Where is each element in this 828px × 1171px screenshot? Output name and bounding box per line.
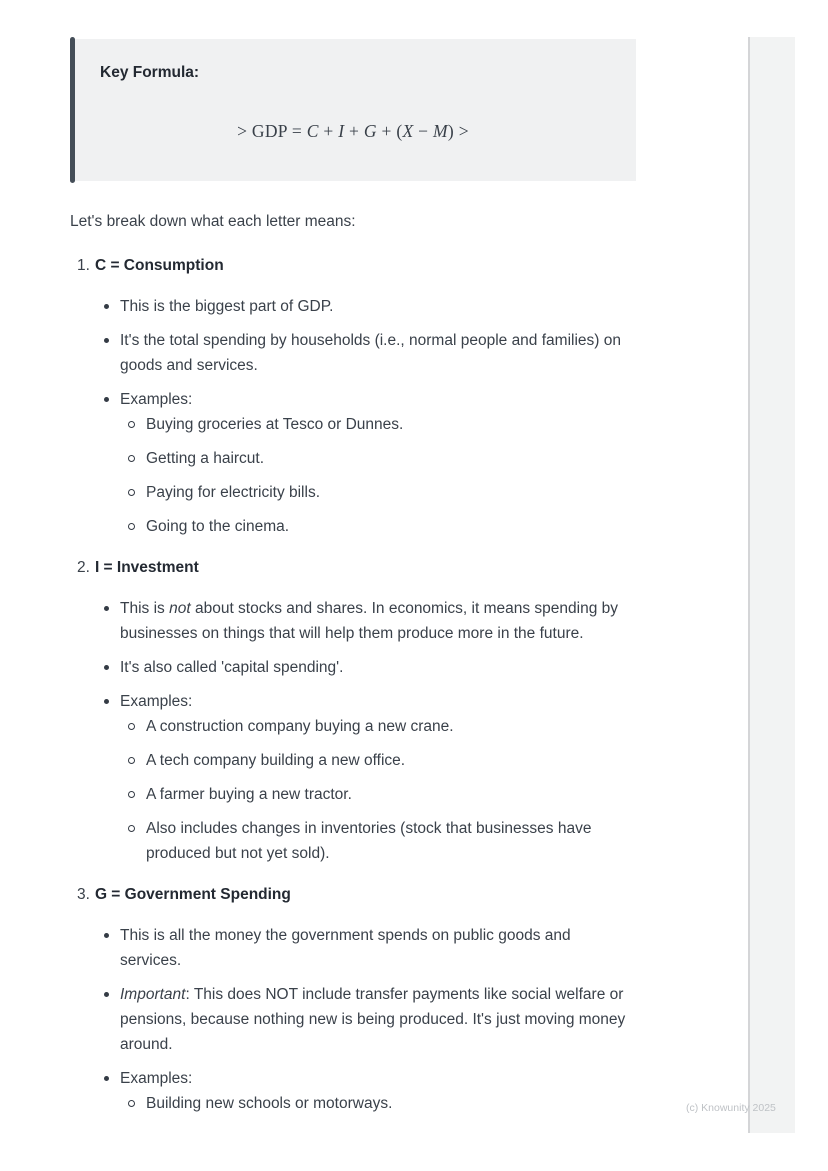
sub-bullet-item [146,412,636,437]
numbered-section [77,253,636,539]
bullet-text-segment: about stocks and shares. In economics, it means spending by businesses on things that will help them produce more in the future. [120,600,619,642]
bullet-text [120,387,628,412]
formula-segment: M [433,121,448,141]
bullet-text-segment: This is the biggest part of GDP. [120,298,334,315]
callout-title: Key Formula: [100,64,200,81]
bullet-text-segment: This is [120,600,170,617]
sub-bullet-text: A tech company building a new office. [146,752,406,769]
bullet-text [120,294,628,319]
bullet-item [120,689,636,866]
bullet-item [120,655,636,680]
bullet-item [120,923,636,973]
sub-bullet-item [146,782,636,807]
bullet-item [120,387,636,539]
sections [70,253,636,1116]
section-number: 1. [77,257,90,274]
bullet-text [120,328,628,378]
bullet-text [120,923,628,973]
bullet-text-segment: Examples: [120,391,193,408]
formula-segment: + [344,121,364,141]
gdp-formula [100,119,606,144]
bullet-text [120,982,628,1057]
sub-bullet-text: Going to the cinema. [146,518,290,535]
sub-bullet-list [120,714,636,866]
bullet-text-segment: Examples: [120,693,193,710]
sub-bullet-text: Buying groceries at Tesco or Dunnes. [146,416,404,433]
bullet-text [120,1066,628,1091]
section-heading [77,253,636,278]
sub-bullet-item [146,480,636,505]
formula-segment: C [306,121,319,141]
bullet-text [120,655,628,680]
bullet-item [120,1066,636,1116]
sub-bullet-item [146,514,636,539]
bullet-item [120,982,636,1057]
sub-bullet-item [146,1091,636,1116]
sub-bullet-list [120,412,636,539]
sub-bullet-text: Paying for electricity bills. [146,484,321,501]
numbered-section [77,882,636,1116]
sub-bullet-text: Building new schools or motorways. [146,1095,393,1112]
section-heading [77,882,636,907]
bullet-text-segment: not [169,600,191,617]
intro-text: Let's break down what each letter means: [70,213,356,230]
page-edge-strip [748,37,795,1133]
formula-segment: − [413,121,434,141]
sub-bullet-text: Getting a haircut. [146,450,265,467]
sub-bullet-text: A farmer buying a new tractor. [146,786,352,803]
bullet-item [120,328,636,378]
section-heading-text: G = Government Spending [94,886,291,903]
sub-bullet-item [146,714,636,739]
watermark: (c) Knowunity 2025 [686,1102,776,1114]
formula-segment: + [318,121,339,141]
sub-bullet-item [146,446,636,471]
bullet-text-segment: It's the total spending by households (i.e., normal people and families) on goods and services. [120,332,621,374]
sub-bullet-item [146,748,636,773]
section-number: 2. [77,559,90,576]
sub-bullet-list [120,1091,636,1116]
bullet-list [77,294,636,539]
bullet-text [120,689,628,714]
bullet-item [120,294,636,319]
section-number: 3. [77,886,90,903]
sub-bullet-text: Also includes changes in inventories (stock that businesses have produced but not yet sold). [146,820,592,862]
formula-segment: I [338,121,345,141]
formula-segment: X [402,121,414,141]
bullet-list [77,923,636,1116]
bullet-text [120,596,628,646]
bullet-text-segment: This is all the money the government spends on public goods and services. [120,927,571,969]
section-heading [77,555,636,580]
callout-accent-bar [70,37,75,183]
formula-segment: > GDP = [237,121,307,141]
key-formula-callout [70,39,636,181]
bullet-text-segment: Important [120,986,186,1003]
section-heading-text: C = Consumption [94,257,224,274]
formula-segment: ) > [447,121,469,141]
formula-segment: + ( [376,121,403,141]
bullet-text-segment: It's also called 'capital spending'. [120,659,344,676]
numbered-section [77,555,636,866]
bullet-text-segment: Examples: [120,1070,193,1087]
bullet-text-segment: : This does NOT include transfer payments like social welfare or pensions, because nothing new is being produced. It's just moving money around. [120,986,626,1053]
sub-bullet-text: A construction company buying a new crane. [146,718,454,735]
sub-bullet-item [146,816,636,866]
bullet-item [120,596,636,646]
document-content [70,39,636,1116]
section-heading-text: I = Investment [94,559,199,576]
formula-segment: G [363,121,377,141]
bullet-list [77,596,636,866]
